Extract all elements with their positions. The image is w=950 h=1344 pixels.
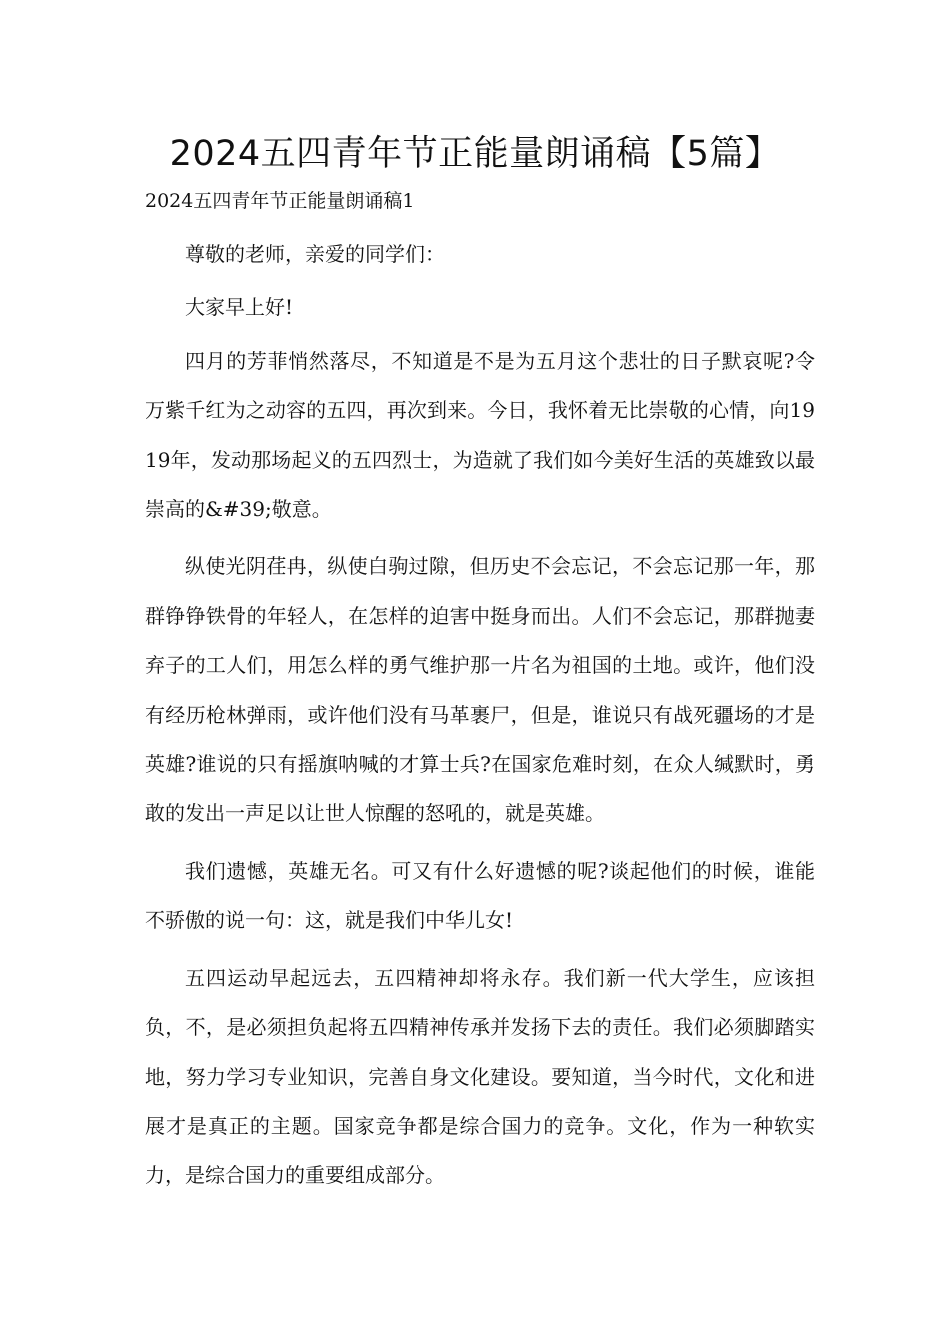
paragraph: 纵使光阴荏冉，纵使白驹过隙，但历史不会忘记，不会忘记那一年，那群铮铮铁骨的年轻人，在怎样的迫害中挺身而出。人们不会忘记，那群抛妻弃子的工人们，用怎么样的勇气维护那一片名为祖国的土地。或许，他们没有经历枪林弹雨，或许他们没有马革裹尸，但是，谁说只有战死疆场的才是英雄?谁说的只有摇旗呐喊的才算士兵?在国家危难时刻，在众人缄默时，勇敢的发出一声足以让世人惊醒的怒吼的，就是英雄。 bbox=[145, 554, 815, 826]
paragraph: 我们遗憾，英雄无名。可又有什么好遗憾的呢?谈起他们的时候，谁能不骄傲的说一句：这，就是我们中华儿女! bbox=[145, 858, 815, 933]
document-title: 2024五四青年节正能量朗诵稿【5篇】 bbox=[169, 134, 781, 174]
section-heading: 2024五四青年节正能量朗诵稿1 bbox=[145, 190, 415, 212]
document-body bbox=[145, 230, 815, 1209]
paragraph: 五四运动早起远去，五四精神却将永存。我们新一代大学生，应该担负，不，是必须担负起将五四精神传承并发扬下去的责任。我们必须脚踏实地，努力学习专业知识，完善自身文化建设。要知道，当今时代，文化和进展才是真正的主题。国家竞争都是综合国力的竞争。文化，作为一种软实力，是综合国力的重要组成部分。 bbox=[145, 965, 815, 1188]
paragraph-greeting: 大家早上好! bbox=[185, 295, 294, 320]
paragraph-salutation: 尊敬的老师，亲爱的同学们： bbox=[185, 242, 445, 266]
paragraph: 四月的芳菲悄然落尽，不知道是不是为五月这个悲壮的日子默哀呢?令万紫千红为之动容的五四，再次到来。今日，我怀着无比崇敬的心情，向1919年，发动那场起义的五四烈士，为造就了我们如今美好生活的英雄致以最崇高的&#39;敬意。 bbox=[145, 348, 815, 522]
